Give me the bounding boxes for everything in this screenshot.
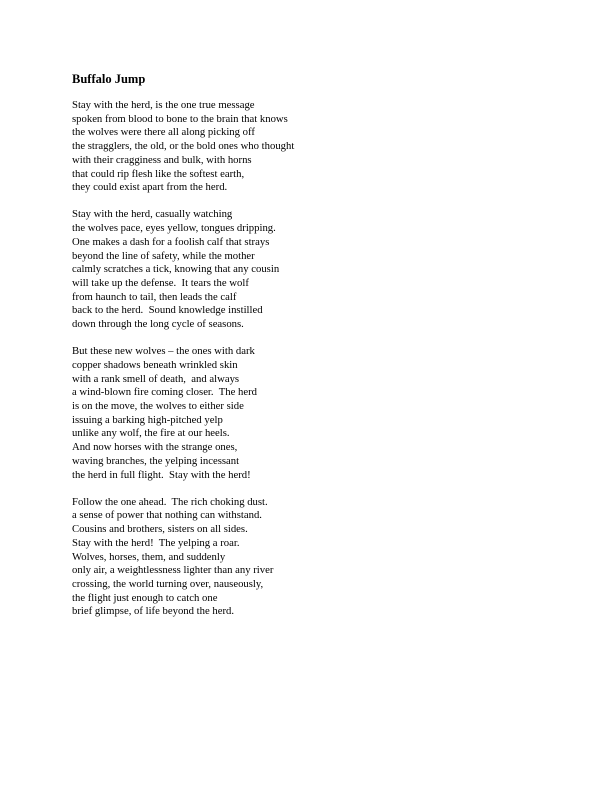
poem-line: brief glimpse, of life beyond the herd. <box>72 605 235 618</box>
stanza-1 <box>72 99 542 195</box>
poem-line: a wind-blown fire coming closer. The herd <box>72 386 258 399</box>
poem-line: is on the move, the wolves to either side <box>72 400 244 413</box>
poem-line: only air, a weightlessness lighter than any river <box>72 564 274 577</box>
poem-line: Cousins and brothers, sisters on all sides. <box>72 523 248 536</box>
poem-line: calmly scratches a tick, knowing that any cousin <box>72 263 280 276</box>
poem-line: with their cragginess and bulk, with horns <box>72 153 252 166</box>
stanza-3 <box>72 345 542 482</box>
poem-line: issuing a barking high-pitched yelp <box>72 413 223 426</box>
poem-line: will take up the defense. It tears the wolf <box>72 276 249 289</box>
poem-title: Buffalo Jump <box>72 72 146 86</box>
poem-line: the wolves pace, eyes yellow, tongues dripping. <box>72 222 276 235</box>
poem-line: copper shadows beneath wrinkled skin <box>72 358 238 371</box>
poem-line: they could exist apart from the herd. <box>72 181 228 194</box>
poem-line: beyond the line of safety, while the mother <box>72 249 255 262</box>
poem-line: But these new wolves – the ones with dark <box>72 345 255 358</box>
poem-line: One makes a dash for a foolish calf that strays <box>72 235 270 248</box>
stanza-4 <box>72 496 542 619</box>
poem-line: down through the long cycle of seasons. <box>72 318 244 331</box>
stanza-2 <box>72 208 542 331</box>
poem-line: crossing, the world turning over, nauseously, <box>72 578 264 590</box>
poem-line: Follow the one ahead. The rich choking dust. <box>72 495 268 508</box>
poem-line: Stay with the herd, casually watching <box>72 208 233 221</box>
poem-line: Stay with the herd, is the one true message <box>72 99 255 111</box>
poem-line: Wolves, horses, them, and suddenly <box>72 550 226 563</box>
poem-line: the flight just enough to catch one <box>72 591 218 604</box>
poem-line: a sense of power that nothing can withstand. <box>72 509 262 522</box>
poem-line: unlike any wolf, the fire at our heels. <box>72 427 230 440</box>
poem-line: the herd in full flight. Stay with the herd! <box>72 468 251 481</box>
poem-line: that could rip flesh like the softest earth, <box>72 167 245 180</box>
poem-line: with a rank smell of death, and always <box>72 372 240 385</box>
poem-line: waving branches, the yelping incessant <box>72 454 240 467</box>
poem-line: back to the herd. Sound knowledge instilled <box>72 304 263 317</box>
poem-line: from haunch to tail, then leads the calf <box>72 290 237 303</box>
poem-line: Stay with the herd! The yelping a roar. <box>72 536 240 549</box>
poem-line: spoken from blood to bone to the brain that knows <box>72 112 288 125</box>
poem-line: And now horses with the strange ones, <box>72 441 238 454</box>
poem-line: the stragglers, the old, or the bold ones who thought <box>72 140 295 153</box>
poem <box>72 72 542 633</box>
poem-line: the wolves were there all along picking off <box>72 126 255 139</box>
